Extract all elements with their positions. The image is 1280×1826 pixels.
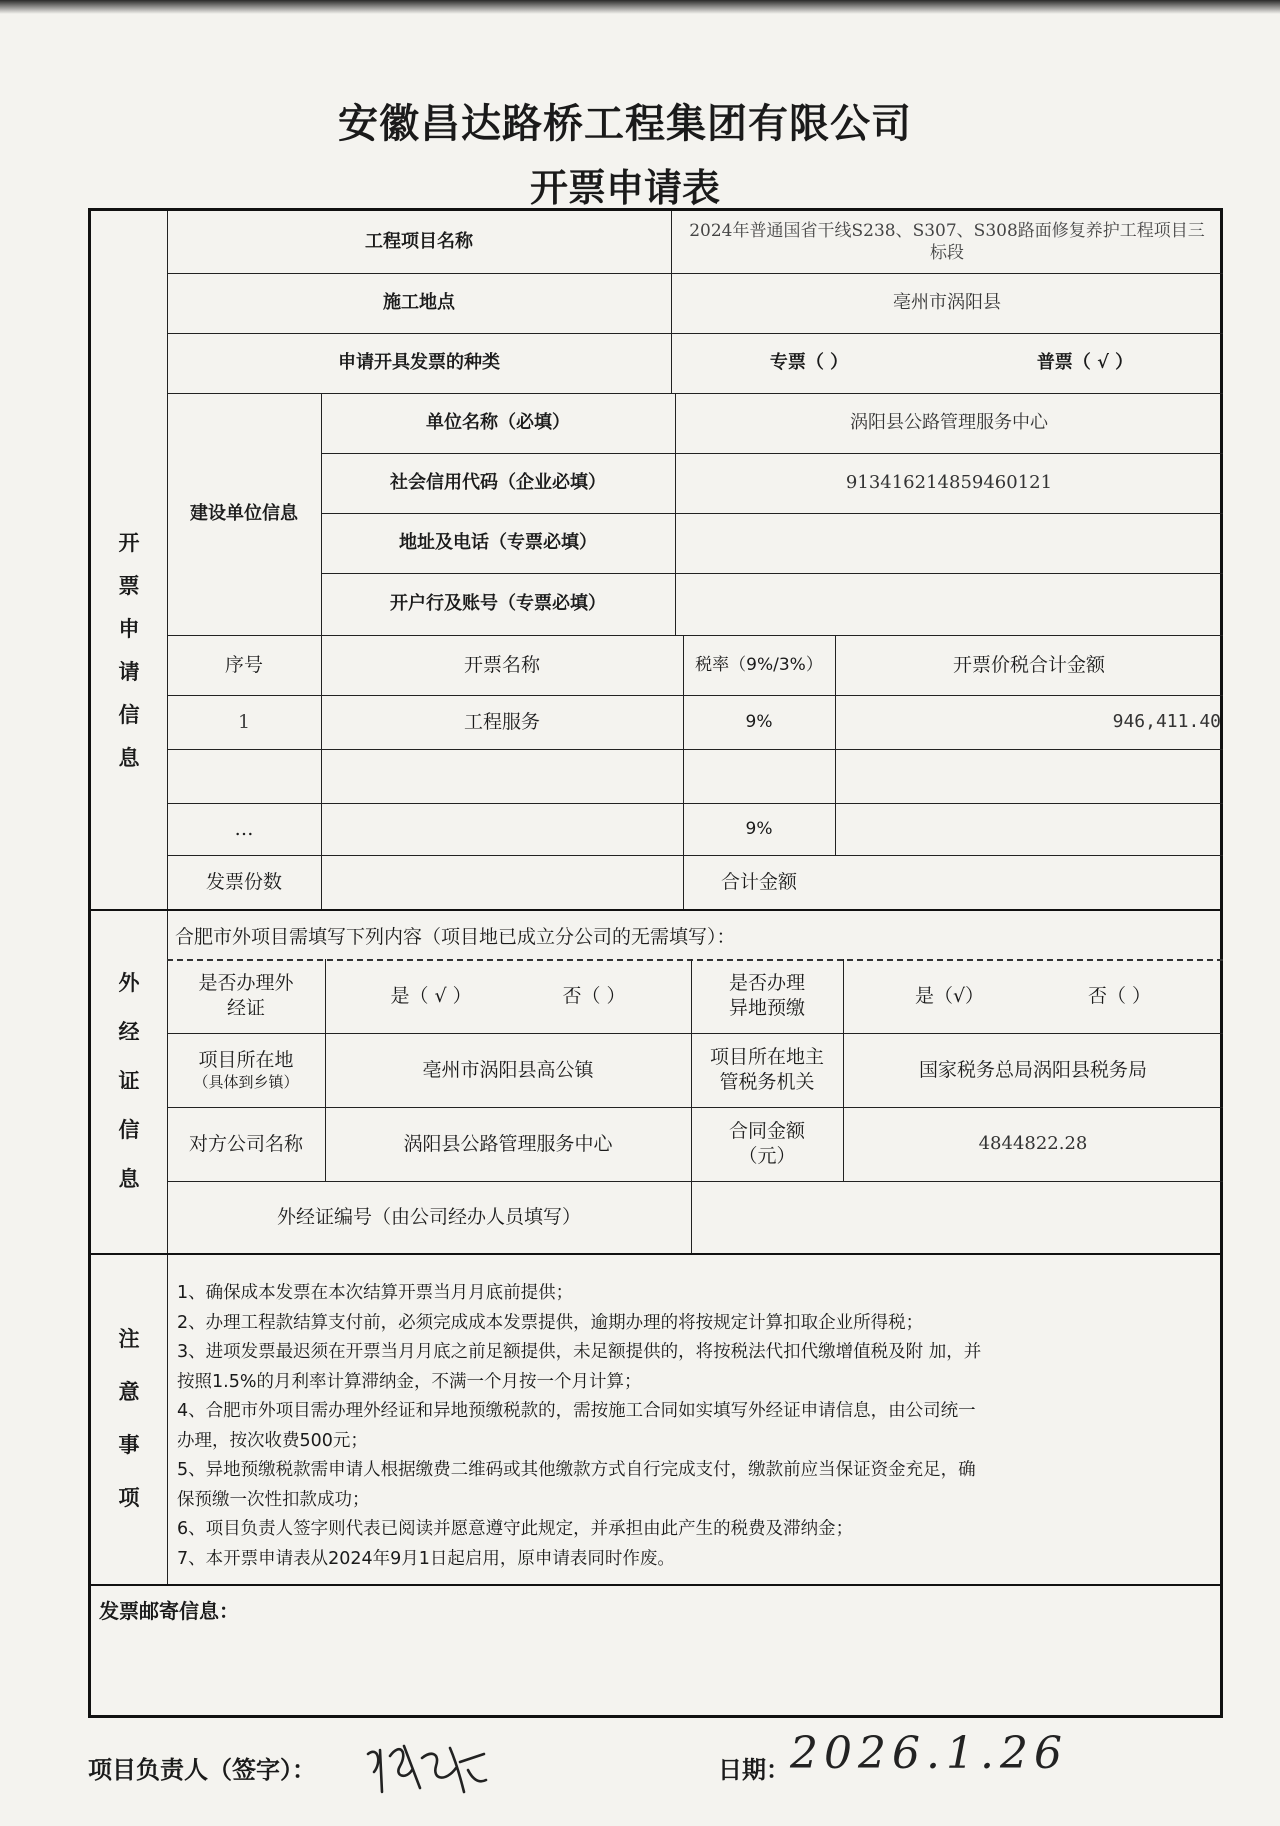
unit-name-value[interactable]: 涡阳县公路管理服务中心 xyxy=(850,412,1048,434)
table-cell[interactable] xyxy=(835,749,1223,803)
tax-authority-value[interactable]: 国家税务总局涡阳县税务局 xyxy=(918,1058,1147,1081)
prepay-no-option[interactable]: 否（ ） xyxy=(1087,984,1152,1007)
address-label: 地址及电话（专票必填） xyxy=(399,532,597,554)
table-cell[interactable]: 9% xyxy=(745,818,773,839)
location-label: 项目所在地 xyxy=(198,1048,294,1071)
location-value[interactable]: 亳州市涡阳县高公镇 xyxy=(422,1058,594,1081)
section-line xyxy=(91,1584,1223,1586)
note-item: 3、进项发票最迟须在开票当月月底之前足额提供，未足额提供的，将按税法代扣代缴增值税及附 加，并 xyxy=(177,1342,982,1362)
form-title: 开票申请表 xyxy=(529,166,720,210)
project-name-value[interactable]: 2024年普通国省干线S238、S307、S308路面修复养护工程项目三标段 xyxy=(689,220,1205,263)
date-value[interactable]: 2026.1.26 xyxy=(790,1728,1068,1779)
table-cell[interactable]: 工程服务 xyxy=(463,710,540,733)
contract-amount-value[interactable]: 4844822.28 xyxy=(978,1133,1088,1155)
copies-value[interactable] xyxy=(321,855,683,909)
cert-options xyxy=(325,959,691,1033)
builder-group-label: 建设单位信息 xyxy=(190,503,298,525)
table-cell[interactable]: 9% xyxy=(745,711,773,732)
note-item: 保预缴一次性扣款成功； xyxy=(177,1489,370,1510)
col-header-tax-rate: 税率（9%/3%） xyxy=(695,654,823,675)
table-cell[interactable] xyxy=(835,803,1223,855)
location-sub-label: （具体到乡镇） xyxy=(193,1072,299,1091)
counterparty-value[interactable]: 涡阳县公路管理服务中心 xyxy=(403,1132,613,1155)
section-label-notes: 注 意 事 项 xyxy=(118,1326,140,1510)
mailing-value[interactable] xyxy=(99,1631,1209,1711)
col-header-index: 序号 xyxy=(224,653,263,676)
table-cell-amount[interactable]: 946,411.40 xyxy=(1112,711,1221,733)
total-value[interactable] xyxy=(835,855,1223,909)
bank-label: 开户行及账号（专票必填） xyxy=(390,593,606,615)
note-item: 4、合肥市外项目需办理外经证和异地预缴税款的，需按施工合同如实填写外经证申请信息，由公司统一 xyxy=(177,1401,976,1421)
note-item: 1、确保成本发票在本次结算开票当月月底前提供； xyxy=(177,1283,574,1303)
manager-signature[interactable] xyxy=(360,1732,490,1802)
date-label: 日期： xyxy=(718,1756,790,1784)
mailing-label: 发票邮寄信息： xyxy=(99,1599,239,1623)
prepay-label: 是否办理异地预缴 xyxy=(728,972,805,1019)
note-item: 办理，按次收费500元； xyxy=(177,1430,368,1451)
cert-no-option[interactable]: 否（ ） xyxy=(562,984,626,1007)
table-cell[interactable] xyxy=(683,749,835,803)
unit-name-label: 单位名称（必填） xyxy=(426,412,570,434)
copies-label: 发票份数 xyxy=(205,870,282,893)
notes-list xyxy=(177,1279,1217,1574)
note-item: 5、异地预缴税款需申请人根据缴费二维码或其他缴款方式自行完成支付，缴款前应当保证资金充足，确 xyxy=(177,1460,976,1480)
section-line xyxy=(91,1253,1223,1255)
note-item: 7、本开票申请表从2024年9月1日起启用，原申请表同时作废。 xyxy=(177,1548,675,1569)
prepay-yes-option[interactable]: 是（√） xyxy=(914,984,985,1007)
scan-edge xyxy=(0,0,1280,14)
note-item: 按照1.5%的月利率计算滞纳金，不满一个月按一个月计算； xyxy=(177,1371,642,1392)
outbound-intro: 合肥市外项目需填写下列内容（项目地已成立分公司的无需填写）： xyxy=(175,925,736,948)
cert-label: 是否办理外经证 xyxy=(198,972,294,1019)
table-cell[interactable] xyxy=(321,749,683,803)
normal-invoice-option[interactable]: 普票（ √ ） xyxy=(1036,352,1134,374)
contract-amount-label: 合同金额（元） xyxy=(728,1120,805,1167)
invoice-type-label: 申请开具发票的种类 xyxy=(338,352,500,374)
location-label-block xyxy=(167,1033,325,1107)
signature-row xyxy=(0,1722,1280,1812)
credit-code-label: 社会信用代码（企业必填） xyxy=(390,472,606,494)
company-title: 安徽昌达路桥工程集团有限公司 xyxy=(338,101,912,147)
site-label: 施工地点 xyxy=(383,292,455,314)
bank-value[interactable] xyxy=(675,573,1223,635)
section-label-invoice: 开 票 申 请 信 息 xyxy=(118,531,140,770)
table-cell[interactable] xyxy=(167,749,321,803)
manager-label: 项目负责人（签字）： xyxy=(88,1756,316,1784)
cert-number-value[interactable] xyxy=(691,1181,1223,1253)
table-cell[interactable]: … xyxy=(234,817,254,840)
col-header-name: 开票名称 xyxy=(463,653,540,676)
special-invoice-option[interactable]: 专票（ ） xyxy=(769,352,849,374)
note-item: 2、办理工程款结算支付前，必须完成成本发票提供，逾期办理的将按规定计算扣取企业所得税； xyxy=(177,1312,924,1333)
project-name-label: 工程项目名称 xyxy=(365,231,473,253)
cert-number-label: 外经证编号（由公司经办人员填写） xyxy=(276,1205,581,1228)
total-label: 合计金额 xyxy=(720,870,797,893)
tax-authority-label: 项目所在地主管税务机关 xyxy=(709,1046,824,1093)
prepay-options xyxy=(843,959,1223,1033)
site-value[interactable]: 亳州市涡阳县 xyxy=(893,292,1001,314)
table-cell[interactable] xyxy=(321,803,683,855)
document-header xyxy=(0,92,1280,212)
invoice-application-form xyxy=(88,208,1223,1718)
table-cell[interactable]: 1 xyxy=(237,710,251,733)
credit-code-value[interactable]: 913416214859460121 xyxy=(845,472,1053,494)
address-value[interactable] xyxy=(675,513,1223,573)
counterparty-label: 对方公司名称 xyxy=(188,1132,303,1155)
cert-yes-option[interactable]: 是（ √ ） xyxy=(390,984,472,1007)
note-item: 6、项目负责人签字则代表已阅读并愿意遵守此规定，并承担由此产生的税费及滞纳金； xyxy=(177,1519,854,1539)
section-label-outbound: 外 经 证 信 息 xyxy=(118,970,140,1191)
col-header-amount: 开票价税合计金额 xyxy=(952,653,1105,676)
